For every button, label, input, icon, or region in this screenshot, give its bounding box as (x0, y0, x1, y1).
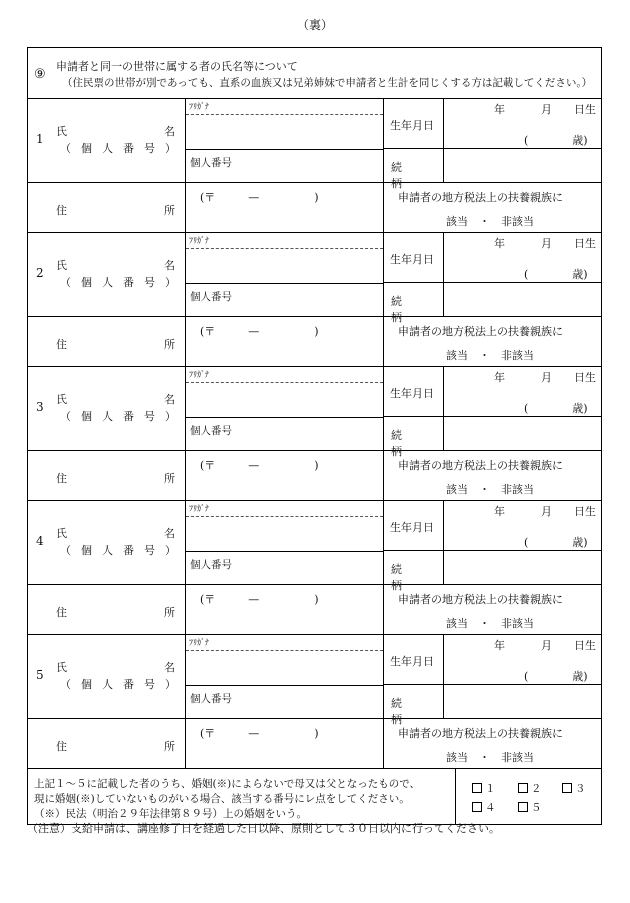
checkbox-square[interactable] (472, 802, 482, 812)
relation-label: 続柄 (391, 563, 418, 592)
age-label: ( 歳) (524, 134, 588, 147)
checkbox-1[interactable]: １ (472, 781, 496, 796)
checkbox-3[interactable]: ３ (562, 781, 586, 796)
furigana-divider (186, 516, 383, 517)
checkbox-square[interactable] (518, 802, 528, 812)
relation-label-cell (384, 283, 444, 324)
mynumber-input-field[interactable] (186, 551, 384, 584)
section-title: 申請者と同一の世帯に属する者の氏名等について (56, 60, 298, 73)
dependent-answer: 該当 ・ 非該当 (446, 483, 534, 496)
furigana-divider (186, 114, 383, 115)
name-label-right: 名 (164, 259, 175, 272)
address-input-field[interactable] (186, 450, 384, 500)
page-title: （裏） (296, 18, 333, 32)
person-block-3 (27, 366, 602, 500)
checkbox-square[interactable] (472, 783, 482, 793)
age-label: ( 歳) (524, 536, 588, 549)
name-input-field[interactable] (186, 99, 384, 149)
checkbox-square[interactable] (518, 783, 528, 793)
address-label-left: 住 (56, 606, 67, 619)
person-block-4 (27, 500, 602, 634)
dependent-question: 申請者の地方税法上の扶養親族に (398, 191, 563, 204)
mynumber-input-field[interactable] (186, 417, 384, 450)
person-block-5 (27, 634, 602, 768)
year-label: 年 (494, 639, 505, 652)
dependent-status-cell[interactable] (384, 584, 601, 634)
relation-input-field[interactable] (444, 551, 601, 584)
furigana-label: ﾌﾘｶﾞﾅ (189, 102, 209, 111)
day-label: 日生 (574, 371, 596, 384)
age-label: ( 歳) (524, 402, 588, 415)
relation-label: 続柄 (391, 295, 418, 324)
name-input-field[interactable] (186, 367, 384, 417)
address-label-left: 住 (56, 338, 67, 351)
section-number: ⑨ (34, 67, 46, 82)
relation-label: 続柄 (391, 429, 418, 458)
relation-label-cell (384, 149, 444, 190)
mynumber-sublabel: （個人番号） (60, 276, 186, 289)
dob-label: 生年月日 (390, 387, 434, 400)
address-label-cell (28, 718, 186, 768)
name-label-left: 氏 (56, 527, 67, 540)
mynumber-sublabel: （個人番号） (60, 142, 186, 155)
address-label-left: 住 (56, 472, 67, 485)
relation-input-field[interactable] (444, 417, 601, 450)
address-input-field[interactable] (186, 718, 384, 768)
address-label-right: 所 (164, 740, 175, 753)
mynumber-sublabel: （個人番号） (60, 678, 186, 691)
furigana-divider (186, 248, 383, 249)
name-label-right: 名 (164, 661, 175, 674)
relation-input-field[interactable] (444, 149, 601, 182)
name-label-cell (28, 99, 186, 182)
postal-code-label: (〒 — ) (200, 459, 319, 472)
postal-code-label: (〒 — ) (200, 325, 319, 338)
name-input-field[interactable] (186, 233, 384, 283)
age-label: ( 歳) (524, 268, 588, 281)
day-label: 日生 (574, 237, 596, 250)
dob-label: 生年月日 (390, 119, 434, 132)
person-block-1 (27, 98, 602, 232)
dependent-question: 申請者の地方税法上の扶養親族に (398, 459, 563, 472)
year-label: 年 (494, 505, 505, 518)
household-form (27, 47, 602, 825)
dependent-status-cell[interactable] (384, 182, 601, 232)
person-list (27, 98, 602, 768)
dependent-answer: 該当 ・ 非該当 (446, 751, 534, 764)
postal-code-label: (〒 — ) (200, 191, 319, 204)
footer-line-3: （※）民法（明治２９年法律第８９号）上の婚姻をいう。 (34, 808, 307, 820)
address-input-field[interactable] (186, 584, 384, 634)
footer-line-2: 現に婚姻(※)していないものがいる場合、該当する番号にレ点をしてください。 (34, 793, 410, 805)
dependent-answer: 該当 ・ 非該当 (446, 349, 534, 362)
footer-text (28, 769, 456, 824)
checkbox-5[interactable]: ５ (518, 800, 542, 815)
address-label-left: 住 (56, 740, 67, 753)
mynumber-label: 個人番号 (190, 425, 232, 437)
name-label-left: 氏 (56, 125, 67, 138)
year-label: 年 (494, 103, 505, 116)
name-label-left: 氏 (56, 661, 67, 674)
month-label: 月 (541, 505, 552, 518)
bottom-note: （注意）支給申請は、講座修了日を経過した日以降、原則として３０日以内に行ってください。 (27, 822, 500, 835)
name-label-left: 氏 (56, 393, 67, 406)
dob-label-cell (384, 233, 444, 283)
footer-line-1: 上記１～５に記載した者のうち、婚姻(※)によらないで母又は父となったもので、 (34, 778, 420, 790)
address-label-cell (28, 450, 186, 500)
mynumber-sublabel: （個人番号） (60, 410, 186, 423)
furigana-label: ﾌﾘｶﾞﾅ (189, 236, 209, 245)
name-label-left: 氏 (56, 259, 67, 272)
mynumber-label: 個人番号 (190, 559, 232, 571)
name-label-cell (28, 635, 186, 718)
person-number: 1 (36, 132, 44, 146)
dependent-question: 申請者の地方税法上の扶養親族に (398, 727, 563, 740)
person-block-2 (27, 232, 602, 366)
section-note: （住民票の世帯が別であっても、直系の血族又は兄弟姉妹で申請者と生計を同じくする方は記載してください。） (62, 77, 593, 89)
day-label: 日生 (574, 639, 596, 652)
month-label: 月 (541, 639, 552, 652)
dob-label: 生年月日 (390, 521, 434, 534)
dependent-question: 申請者の地方税法上の扶養親族に (398, 325, 563, 338)
mynumber-label: 個人番号 (190, 157, 232, 169)
year-label: 年 (494, 237, 505, 250)
address-label-cell (28, 316, 186, 366)
mynumber-input-field[interactable] (186, 283, 384, 316)
dob-label-cell (384, 367, 444, 417)
furigana-label: ﾌﾘｶﾞﾅ (189, 504, 209, 513)
checkbox-4[interactable]: ４ (472, 800, 496, 815)
dependent-answer: 該当 ・ 非該当 (446, 215, 534, 228)
footer-checkboxes (456, 769, 601, 824)
age-label: ( 歳) (524, 670, 588, 683)
postal-code-label: (〒 — ) (200, 593, 319, 606)
month-label: 月 (541, 103, 552, 116)
dob-label: 生年月日 (390, 253, 434, 266)
person-number: 3 (36, 400, 44, 414)
relation-label-cell (384, 551, 444, 592)
address-label-left: 住 (56, 204, 67, 217)
dob-input-field[interactable] (444, 501, 601, 551)
name-label-right: 名 (164, 393, 175, 406)
mynumber-input-field[interactable] (186, 149, 384, 182)
postal-code-label: (〒 — ) (200, 727, 319, 740)
address-label-right: 所 (164, 606, 175, 619)
dob-input-field[interactable] (444, 367, 601, 417)
dependent-question: 申請者の地方税法上の扶養親族に (398, 593, 563, 606)
checkbox-2[interactable]: ２ (518, 781, 542, 796)
furigana-label: ﾌﾘｶﾞﾅ (189, 638, 209, 647)
section-header (27, 47, 602, 98)
relation-input-field[interactable] (444, 283, 601, 316)
day-label: 日生 (574, 103, 596, 116)
name-label-right: 名 (164, 527, 175, 540)
dob-label-cell (384, 635, 444, 685)
footer-box (27, 768, 602, 825)
dob-label-cell (384, 501, 444, 551)
dob-input-field[interactable] (444, 99, 601, 149)
name-input-field[interactable] (186, 635, 384, 685)
person-number: 4 (36, 534, 44, 548)
relation-label: 続柄 (391, 697, 418, 726)
address-input-field[interactable] (186, 316, 384, 366)
name-label-cell (28, 367, 186, 450)
mynumber-sublabel: （個人番号） (60, 544, 186, 557)
checkbox-square[interactable] (562, 783, 572, 793)
name-label-right: 名 (164, 125, 175, 138)
name-label-cell (28, 501, 186, 584)
dependent-status-cell[interactable] (384, 718, 601, 768)
mynumber-input-field[interactable] (186, 685, 384, 718)
year-label: 年 (494, 371, 505, 384)
address-label-right: 所 (164, 204, 175, 217)
relation-input-field[interactable] (444, 685, 601, 718)
dependent-answer: 該当 ・ 非該当 (446, 617, 534, 630)
month-label: 月 (541, 237, 552, 250)
furigana-label: ﾌﾘｶﾞﾅ (189, 370, 209, 379)
person-number: 5 (36, 668, 44, 682)
dob-label: 生年月日 (390, 655, 434, 668)
dependent-status-cell[interactable] (384, 450, 601, 500)
dob-label-cell (384, 99, 444, 149)
dob-input-field[interactable] (444, 635, 601, 685)
address-label-right: 所 (164, 472, 175, 485)
person-number: 2 (36, 266, 44, 280)
relation-label-cell (384, 685, 444, 726)
address-label-cell (28, 182, 186, 232)
day-label: 日生 (574, 505, 596, 518)
furigana-divider (186, 650, 383, 651)
address-input-field[interactable] (186, 182, 384, 232)
mynumber-label: 個人番号 (190, 693, 232, 705)
address-label-cell (28, 584, 186, 634)
mynumber-label: 個人番号 (190, 291, 232, 303)
relation-label: 続柄 (391, 161, 418, 190)
relation-label-cell (384, 417, 444, 458)
name-input-field[interactable] (186, 501, 384, 551)
address-label-right: 所 (164, 338, 175, 351)
dob-input-field[interactable] (444, 233, 601, 283)
name-label-cell (28, 233, 186, 316)
dependent-status-cell[interactable] (384, 316, 601, 366)
month-label: 月 (541, 371, 552, 384)
furigana-divider (186, 382, 383, 383)
